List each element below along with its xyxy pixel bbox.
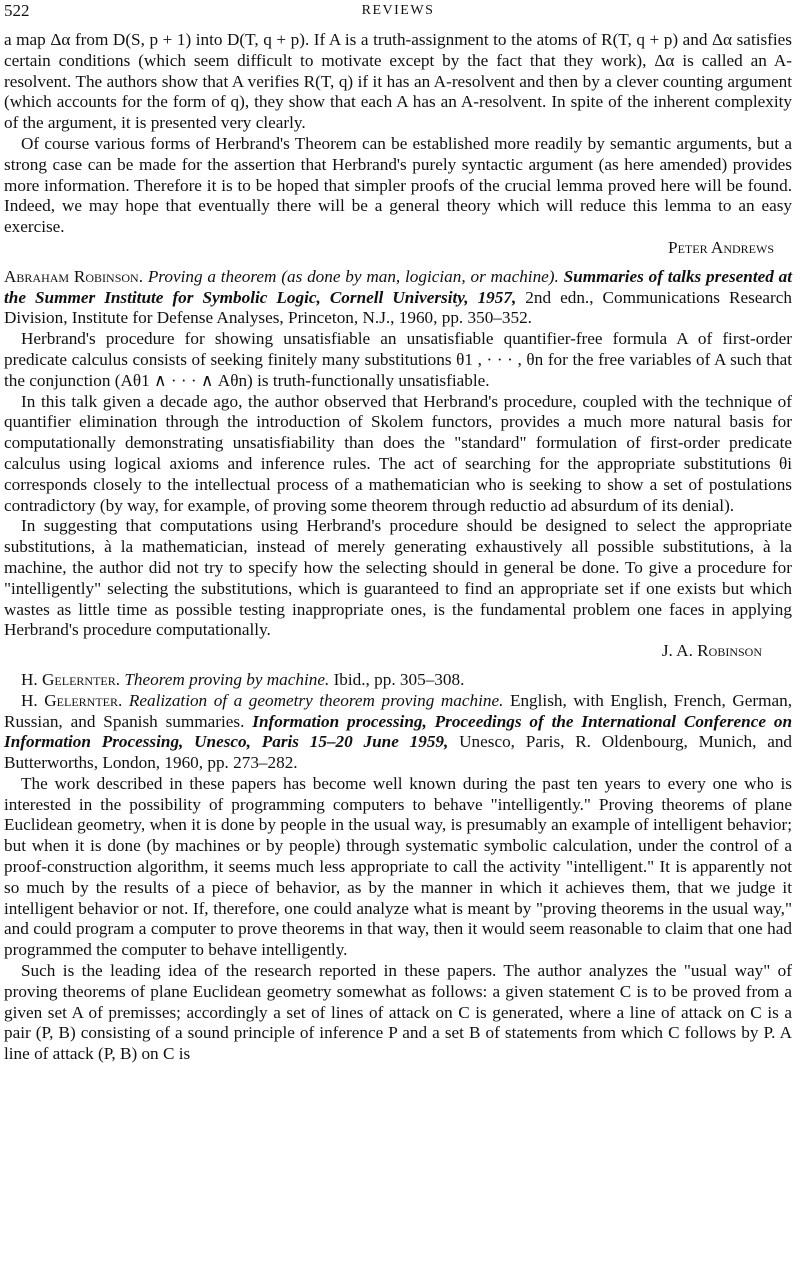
paragraph: Of course various forms of Herbrand's Theorem can be established more readily by semantic arguments, but a strong case can be made for the assertion that Herbrand's purely syntactic argument (as here amended) provides more information. Therefore it is to be hoped that simpler proofs of the crucial lemma proved here will be found. Indeed, we may hope that eventually there will be a general theory which will reduce this lemma to an easy exercise.	[4, 133, 792, 237]
reviewer-signature: J. A. Robinson	[661, 641, 762, 661]
citation-source: Information processing, Proceedings of the International Conference on Information Processing, Unesco, Paris 15–20 June 1959,	[4, 711, 792, 752]
citation	[4, 691, 792, 774]
page-number: 522	[4, 1, 30, 20]
review-gelernter	[4, 670, 792, 1065]
citation-title: Proving a theorem (as done by man, logician, or machine).	[147, 266, 559, 286]
citation-languages: English, with English, French, German, Russian, and Spanish summaries.	[4, 690, 793, 731]
citation-title: Theorem proving by machine.	[124, 669, 330, 689]
citation-title: Realization of a geometry theorem proving machine.	[128, 690, 504, 710]
reviewer-signature: Peter Andrews	[668, 237, 774, 257]
citation-author: H. Gelernter.	[21, 690, 123, 710]
paragraph: In this talk given a decade ago, the author observed that Herbrand's procedure, coupled with the technique of quantifier elimination through the introduction of Skolem functors, provides a much more natural basis for computationally demonstrating unsatisfiability than does the "standard" formulation of first-order predicate calculus using logical axioms and inference rules. The act of searching for the appropriate substitutions θi corresponds closely to the intellectual process of a mathematician who is seeking to show a set of postulations contradictory (by way, for example, of proving some theorem through reductio ad absurdum of its denial).	[4, 391, 792, 515]
journal-title: REVIEWS	[361, 3, 435, 18]
review-robinson	[4, 267, 792, 641]
page	[4, 0, 792, 1065]
citation-author: Abraham Robinson.	[4, 266, 143, 286]
paragraph: Such is the leading idea of the research reported in these papers. The author analyzes the "usual way" of proving theorems of plane Euclidean geometry somewhat as follows: a given statement C is to be proved from a given set A of premisses; accordingly a set of lines of attack on C is generated, where a line of attack on C is a pair (P, B) consisting of a sound principle of inference P and a set B of statements from which C follows by P. A line of attack (P, B) on C is	[4, 961, 792, 1064]
citation-publication: 2nd edn., Communications Research Division, Institute for Defense Analyses, Princeton, N.J., 1960, pp. 350–352.	[4, 287, 792, 328]
paragraph: a map Δα from D(S, p + 1) into D(T, q + p). If A is a truth-assignment to the atoms of R(T, q + p) and Δα satisfies certain conditions (which seem difficult to motivate except by the fact that they work), Δα is called an A-resolvent. The authors show that A verifies R(T, q) if it has an A-resolvent and then by a clever counting argument (which accounts for the form of q), they show that each A has an A-resolvent. In spite of the inherent complexity of the argument, it is presented very clearly.	[4, 30, 792, 133]
running-header	[4, 0, 792, 30]
paragraph: In suggesting that computations using Herbrand's procedure should be designed to select the appropriate substitutions, à la mathematician, instead of merely generating exhaustively all possible substitutions, à la machine, the author did not try to specify how the selecting should in general be done. To give a procedure for "intelligently" selecting the substitutions, which is guaranteed to find an appropriate set if one exists but which wastes as little time as possible testing inappropriate ones, is the fundamental problem one faces in applying Herbrand's procedure computationally.	[4, 516, 792, 640]
citation-author: H. Gelernter.	[21, 669, 121, 689]
citation-source: Summaries of talks presented at the Summer Institute for Symbolic Logic, Cornell University, 1957,	[4, 266, 792, 307]
paragraph: Herbrand's procedure for showing unsatisfiable an unsatisfiable quantifier-free formula A of first-order predicate calculus consists of seeking finitely many substitutions θ1 , · · · , θn for the free variables of A such that the conjunction (Aθ1 ∧ · · · ∧ Aθn) is truth-functionally unsatisfiable.	[4, 329, 792, 390]
citation	[4, 267, 792, 329]
citation-source: Ibid., pp. 305–308.	[333, 669, 465, 689]
citation	[4, 670, 792, 691]
citation-publication: Unesco, Paris, R. Oldenbourg, Munich, and Butterworths, London, 1960, pp. 273–282.	[4, 732, 793, 773]
paragraph: The work described in these papers has become well known during the past ten years to every one who is interested in the possibility of programming computers to behave "intelligently." Proving theorems of plane Euclidean geometry, when it is done by people in the usual way, is presumably an example of intelligent behavior; but when it is done (by machines or by people) through systematic symbolic calculation, under the control of a proof-construction algorithm, it seems much less appropriate to call the activity "intelligent." It is apparently not so much by the results of a piece of behavior, as by the manner in which it achieves them, that we judge it intelligent behavior or not. If, therefore, one could analyze what is meant by "proving theorems in the usual way," and could program a computer to prove theorems in that way, then it would seem reasonable to claim that one had programmed the computer to behave intelligently.	[4, 773, 792, 960]
review-andrews	[4, 30, 792, 238]
